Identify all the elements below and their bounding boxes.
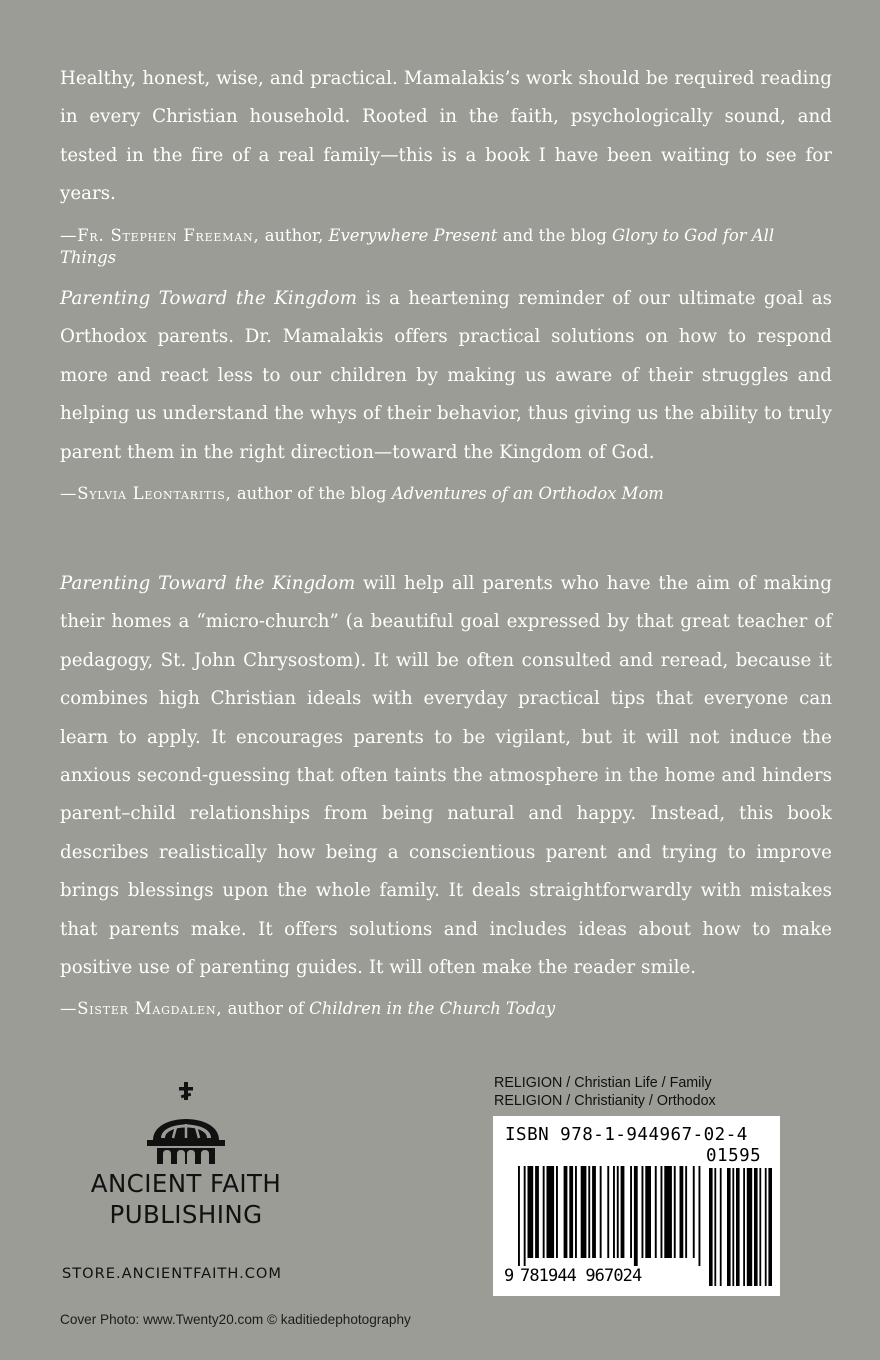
endorsement-quote-1 [60, 60, 832, 269]
endorser-name: —Sylvia Leontaritis, [60, 484, 232, 504]
category-line: RELIGION / Christianity / Orthodox [494, 1093, 716, 1109]
endorsement-attribution [60, 998, 832, 1020]
endorser-work: Glory to God for All Things [60, 225, 775, 267]
book-title: Parenting Toward the Kingdom [60, 288, 358, 309]
barcode-addon-bar [714, 1168, 716, 1286]
barcode-addon-bar [736, 1168, 740, 1286]
barcode-bar [621, 1166, 625, 1258]
endorsement-text [60, 565, 832, 987]
barcode-addon-bar [768, 1168, 772, 1286]
endorser-work: Everywhere Present [328, 225, 498, 245]
barcode-bar [693, 1166, 695, 1258]
barcode-addon-bar [709, 1168, 713, 1286]
barcode-bar [680, 1166, 684, 1258]
category-line: RELIGION / Christian Life / Family [494, 1075, 712, 1091]
endorsement-quote-3 [60, 565, 832, 1020]
endorsement-attribution [60, 483, 832, 505]
barcode-bar [613, 1166, 615, 1258]
barcode-bar [575, 1166, 577, 1258]
ean-digits: 781944 967024 [520, 1266, 642, 1286]
barcode-bar [699, 1166, 701, 1266]
ean-first-digit: 9 [504, 1266, 515, 1286]
endorsement-text [60, 280, 832, 472]
price-code: 01595 [706, 1146, 762, 1166]
endorsement-body: will help all parents who have the aim of making their homes a “micro-church” (a beautiful goal expressed by that great teacher of pedagogy, St. John Chrysostom). It will be often consulted and reread, because it combines high Christian ideals with everyday practical tips that everyone can learn to apply. It encourages parents to be vigilant, but it will not induce the anxious second-guessing that often taints the atmosphere in the home and hinders parent–child relationships from being natural and happy. Instead, this book describes realistically how being a conscientious parent and trying to improve brings blessings upon the whole family. It deals straightforwardly with mistakes that parents make. It offers solutions and includes ideas about how to make positive use of parenting guides. It will often make the reader smile. [60, 573, 832, 979]
isbn-label: ISBN 978-1-944967-02-4 [505, 1125, 748, 1145]
barcode-bar [674, 1166, 676, 1258]
barcode-bar [642, 1166, 644, 1258]
isbn-barcode [493, 1116, 780, 1296]
attribution-text: author of the blog [231, 484, 392, 504]
endorsement-text: Healthy, honest, wise, and practical. Mamalakis’s work should be required reading in every Christian household. Rooted in the faith, psychologically sound, and tested in the fire of a real family—this is a book I have been waiting to see for years. [60, 68, 832, 205]
barcode-addon-bar [743, 1168, 745, 1286]
store-url: STORE.ANCIENTFAITH.COM [62, 1265, 282, 1282]
barcode-bar [524, 1166, 526, 1266]
barcode-addon-bar [754, 1168, 758, 1286]
barcode-bar [581, 1166, 587, 1258]
barcode-bar [588, 1166, 590, 1258]
barcode-bar [600, 1166, 602, 1258]
barcode-bar [645, 1166, 651, 1258]
publisher-name-line2: PUBLISHING [109, 1200, 263, 1229]
barcode-bar [556, 1166, 558, 1258]
endorser-work: Adventures of an Orthodox Mom [391, 484, 664, 504]
barcode-bar [607, 1166, 609, 1258]
barcode-bar [535, 1166, 539, 1258]
attribution-text: author of [222, 999, 310, 1019]
barcode-bar [569, 1166, 573, 1258]
attribution-text: and the blog [497, 225, 612, 245]
barcode-bar [592, 1166, 596, 1258]
barcode-bar [655, 1166, 657, 1258]
church-dome-cross-icon [143, 1082, 229, 1168]
endorsement-body: is a heartening reminder of our ultimate goal as Orthodox parents. Dr. Mamalakis offers practical solutions on how to respond more and react less to our children by making us aware of their struggles and helping us understand the whys of their behavior, thus giving us the ability to truly parent them in the right direction—toward the Kingdom of God. [60, 288, 832, 463]
barcode-bar [547, 1166, 555, 1258]
cover-photo-credit: Cover Photo: www.Twenty20.com © kaditiedephotography [60, 1312, 411, 1327]
barcode-addon-bar [720, 1168, 722, 1286]
publisher-name: ANCIENT FAITH [90, 1169, 282, 1198]
book-title: Parenting Toward the Kingdom [60, 573, 356, 594]
barcode-bar [661, 1166, 663, 1258]
endorser-name: —Fr. Stephen Freeman, [60, 225, 260, 245]
barcode-bar [685, 1166, 687, 1258]
barcode-addon-bar [727, 1168, 731, 1286]
endorser-work: Children in the Church Today [309, 999, 556, 1019]
barcode-bar [630, 1166, 632, 1258]
bisac-categories [494, 1074, 716, 1110]
attribution-text: author, [259, 225, 329, 245]
endorser-name: —Sister Magdalen, [60, 999, 223, 1019]
barcode-addon-bar [759, 1168, 761, 1286]
barcode-bar [528, 1166, 534, 1258]
endorsement-attribution [60, 225, 832, 269]
barcode-addon-bar [732, 1168, 734, 1286]
barcode-bar [664, 1166, 672, 1258]
barcode-addon-bar [747, 1168, 752, 1286]
endorsement-quote-2 [60, 280, 832, 505]
barcode-bar [634, 1166, 638, 1266]
barcode-bar [518, 1166, 520, 1266]
barcode-bar [564, 1166, 568, 1258]
barcode-addon-bar [765, 1168, 767, 1286]
barcode-bar [617, 1166, 619, 1258]
barcode-bar [543, 1166, 545, 1258]
publisher-logo [62, 1082, 310, 1242]
